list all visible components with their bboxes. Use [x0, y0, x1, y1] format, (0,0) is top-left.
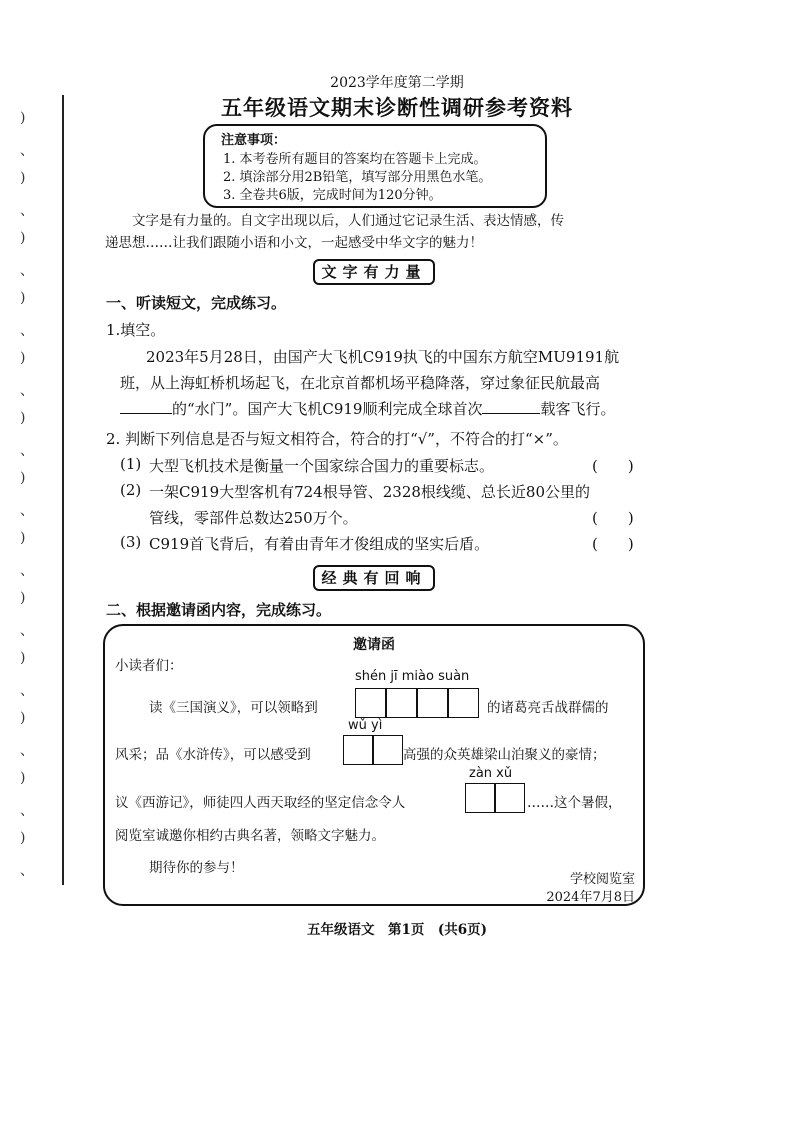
invitation-line-2b: 高强的众英雄梁山泊聚义的豪情； — [403, 747, 606, 763]
invitation-line-1a: 读《三国演义》，可以领略到 — [149, 700, 318, 716]
binding-line — [62, 95, 64, 885]
q2-item-2-text: 一架C919大型客机有724根导管、2328根线缆、总长近80公里的 — [149, 483, 591, 501]
notice-item: 3. 全卷共6版，完成时间为120分钟。 — [223, 188, 442, 203]
invitation-line-3b: ……这个暑假， — [527, 795, 622, 811]
char-box[interactable] — [465, 783, 495, 813]
notice-item: 2. 填涂部分用2B铅笔，填写部分用黑色水笔。 — [223, 170, 492, 185]
section-2-heading: 二、根据邀请函内容，完成练习。 — [106, 601, 332, 619]
char-box[interactable] — [386, 688, 417, 718]
char-box[interactable] — [355, 688, 386, 718]
invitation-line-1b: 的诸葛亮舌战群儒的 — [487, 700, 609, 716]
q1-passage-line-1: 2023年5月28日，由国产大飞机C919执飞的中国东方航空MU9191航 — [146, 348, 620, 366]
q2-item-1-text: 大型飞机技术是衡量一个国家综合国力的重要标志。 — [149, 457, 495, 475]
answer-paren-3[interactable]: ( ) — [592, 535, 634, 553]
intro-line-2: 递思想……让我们跟随小语和小文，一起感受中华文字的魅力！ — [105, 235, 483, 251]
invitation-line-4: 阅览室诚邀你相约古典名著，领略文字魅力。 — [115, 828, 385, 844]
invitation-title: 邀请函 — [353, 637, 395, 653]
pinyin-1: shén jī miào suàn — [355, 669, 470, 684]
char-box-group-3 — [465, 783, 527, 811]
q1-passage-line-2: 班，从上海虹桥机场起飞，在北京首都机场平稳降落，穿过象征民航最高 — [120, 374, 601, 392]
q2-item-3-text: C919首飞背后，有着由青年才俊组成的坚实后盾。 — [149, 535, 490, 553]
answer-paren-1[interactable]: ( ) — [592, 457, 634, 475]
q1-passage-line-3 — [120, 398, 615, 419]
q2-item-2-text-cont: 管线，零部件总数达250万个。 — [149, 509, 358, 527]
invitation-line-5: 期待你的参与！ — [149, 860, 244, 876]
char-box-group-2 — [343, 735, 405, 763]
page-footer: 五年级语文 第1页 (共6页) — [306, 922, 488, 938]
pinyin-2: wǔ yì — [348, 718, 383, 733]
section-tag-2: 经典有回响 — [313, 565, 435, 591]
invitation-line-3a: 议《西游记》，师徒四人西天取经的坚定信念令人 — [115, 795, 406, 811]
q2-item-2-num: (2) — [120, 481, 142, 499]
answer-paren-2[interactable]: ( ) — [592, 509, 634, 527]
binding-marks: ) 、 ) 、 ) 、 ) 、 ) 、 ) 、 ) 、 ) 、 ) 、 ) 、 ) 、 ) 、 ) 、 — [20, 110, 34, 879]
char-box[interactable] — [417, 688, 448, 718]
answer-blank-1[interactable] — [120, 399, 172, 414]
invitation-date: 2024年7月8日 — [546, 890, 635, 905]
section-tag-1: 文字有力量 — [313, 259, 435, 285]
notice-box — [203, 124, 547, 208]
q2-label: 2. 判断下列信息是否与短文相符合，符合的打“√”，不符合的打“×”。 — [106, 430, 568, 448]
page-title: 五年级语文期末诊断性调研参考资料 — [221, 95, 573, 120]
notice-title: 注意事项： — [221, 133, 287, 148]
q1-line3-text-b: 载客飞行。 — [540, 400, 616, 418]
invitation-sign: 学校阅览室 — [569, 872, 635, 887]
q1-label: 1.填空。 — [106, 321, 166, 339]
intro-line-1: 文字是有力量的。自文字出现以后，人们通过它记录生活、表达情感，传 — [132, 213, 564, 229]
char-box[interactable] — [373, 735, 403, 765]
section-1-heading: 一、听读短文，完成练习。 — [106, 294, 287, 312]
char-box[interactable] — [495, 783, 525, 813]
answer-blank-2[interactable] — [482, 399, 540, 414]
char-box-group-1 — [355, 688, 479, 716]
q1-line3-text-a: 的“水门”。国产大飞机C919顺利完成全球首次 — [172, 400, 483, 418]
pinyin-3: zàn xǔ — [469, 766, 513, 781]
term-line: 2023学年度第二学期 — [330, 75, 464, 91]
char-box[interactable] — [448, 688, 479, 718]
q2-item-1-num: (1) — [120, 455, 142, 473]
invitation-line-2a: 风采；品《水浒传》，可以感受到 — [115, 747, 311, 763]
notice-item: 1. 本考卷所有题目的答案均在答题卡上完成。 — [223, 152, 487, 167]
invitation-greeting: 小读者们： — [115, 658, 183, 674]
q2-item-3-num: (3) — [120, 533, 142, 551]
char-box[interactable] — [343, 735, 373, 765]
invitation-box — [103, 624, 645, 906]
